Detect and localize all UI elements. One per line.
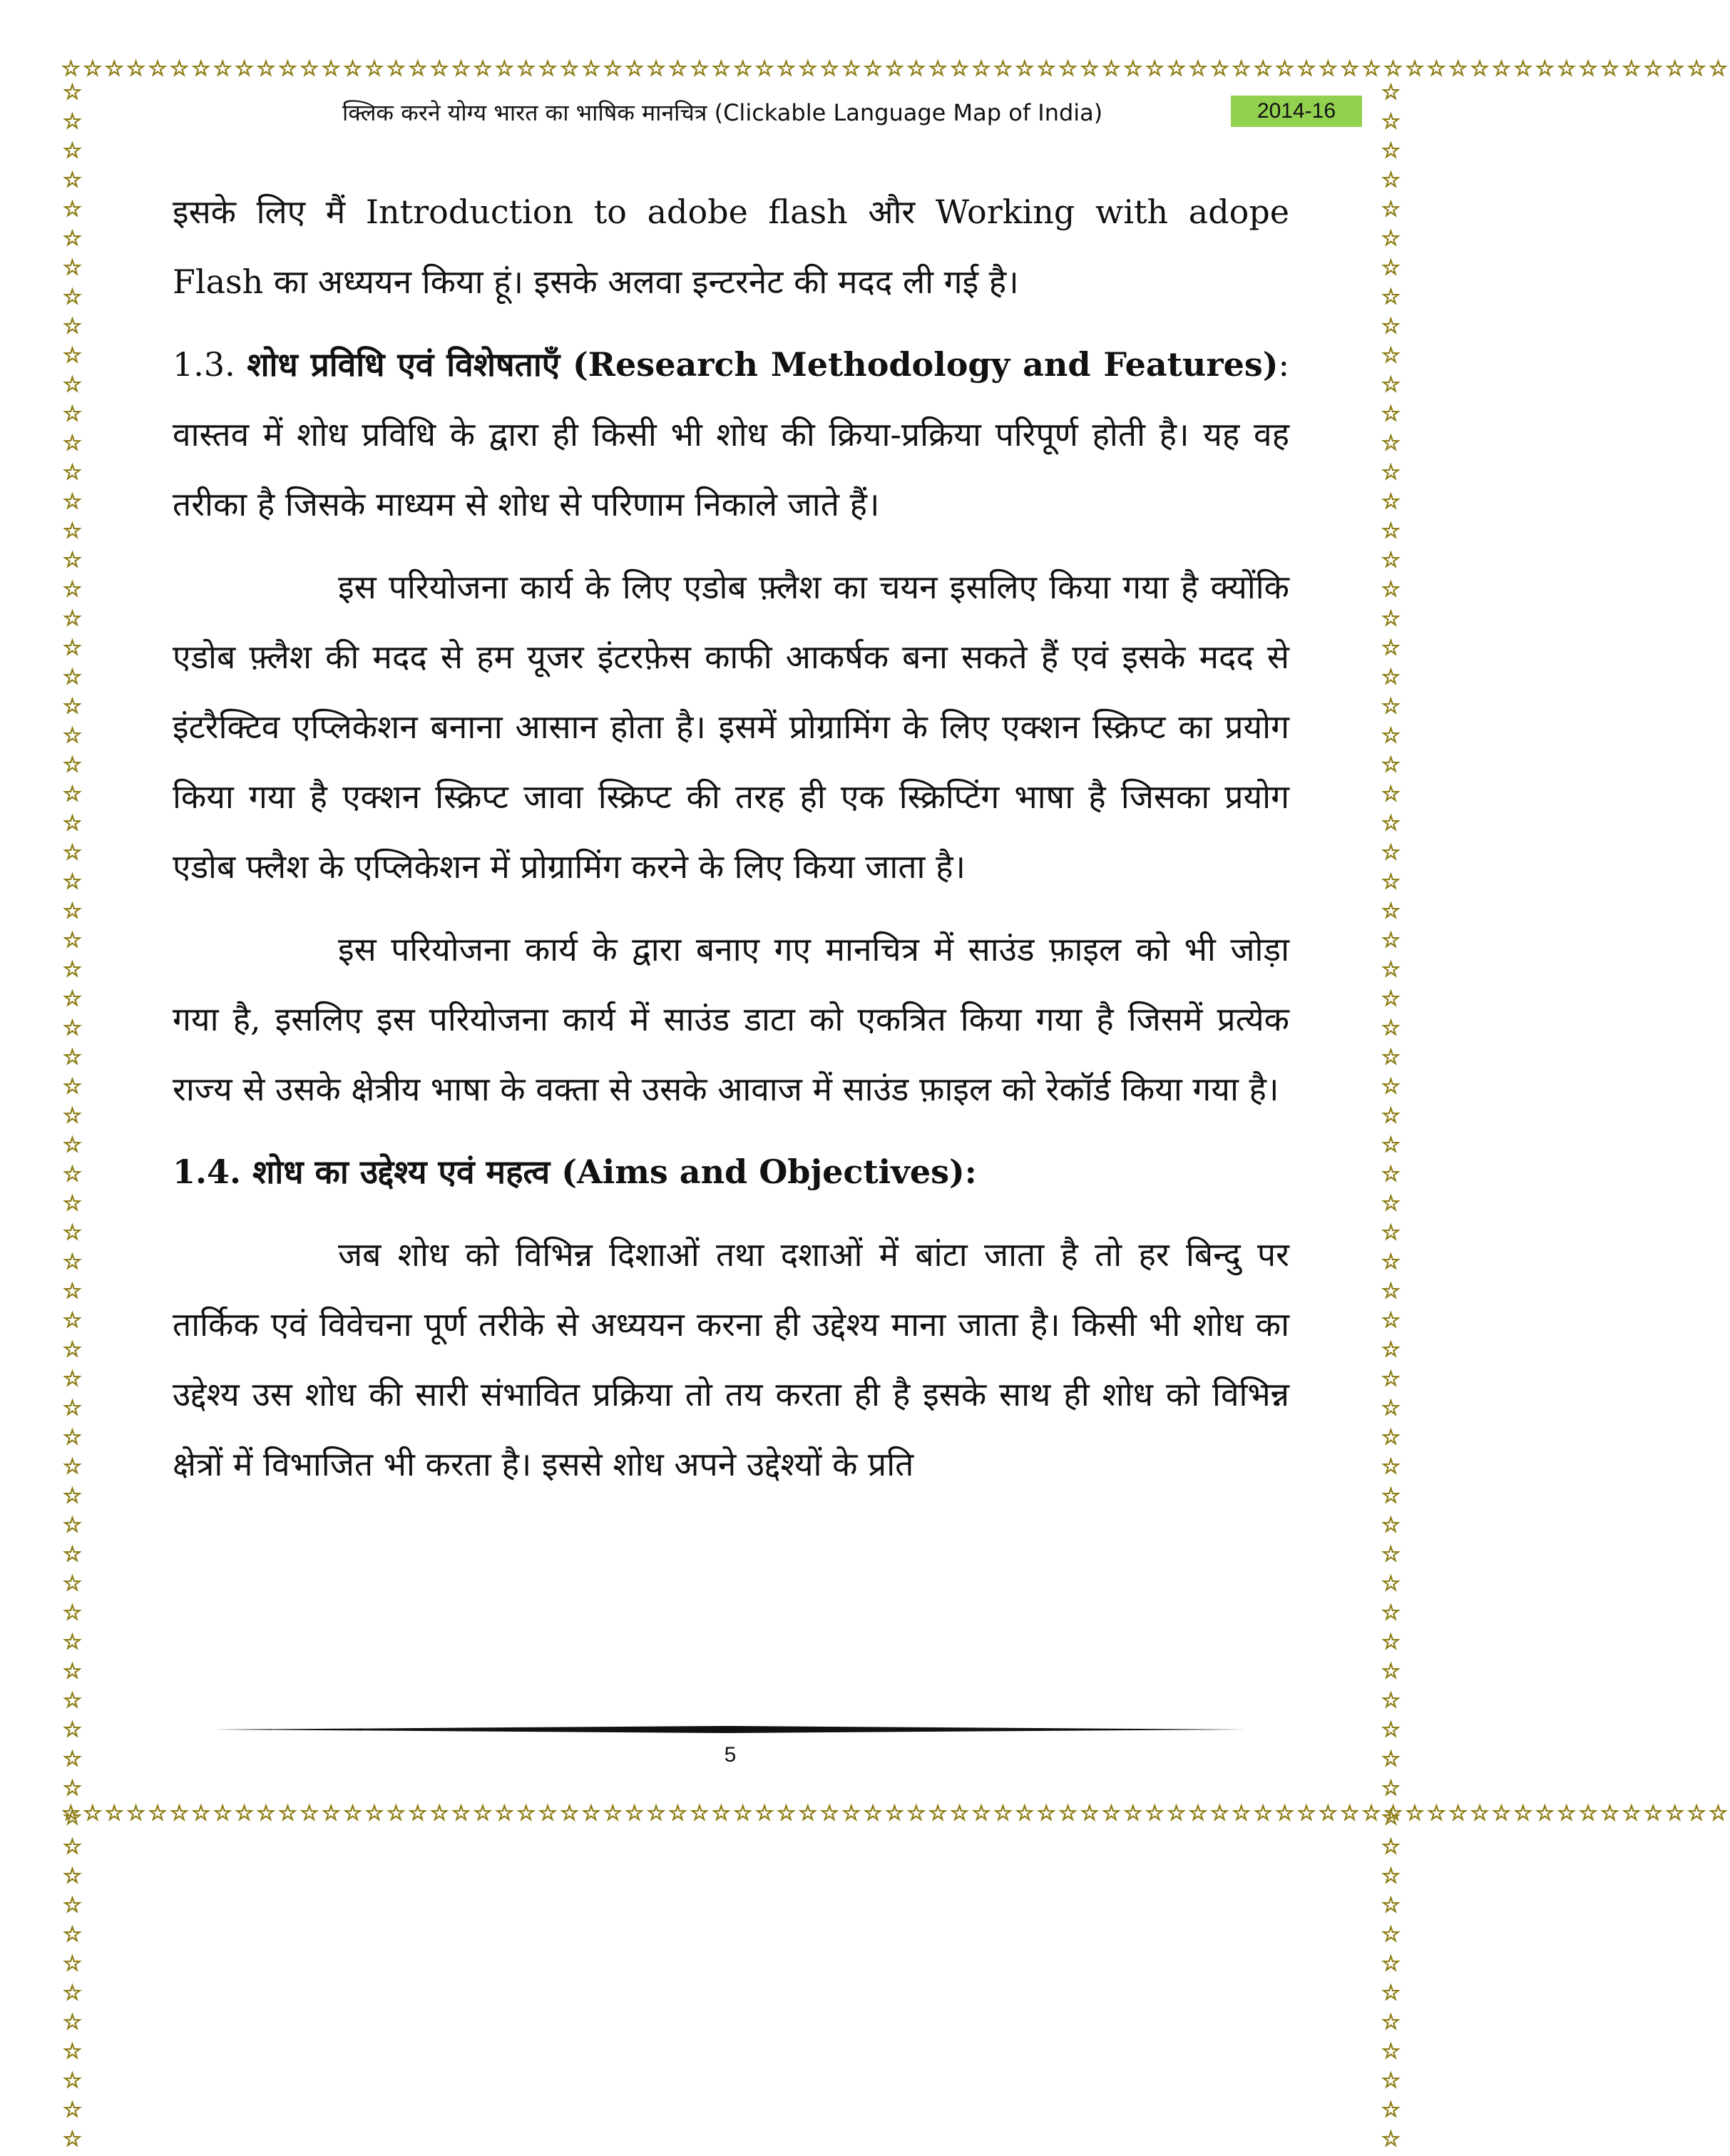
star-border-right: ☆☆☆☆☆☆☆☆☆☆☆☆☆☆☆☆☆☆☆☆☆☆☆☆☆☆☆☆☆☆☆☆☆☆☆☆☆☆☆☆☆☆☆☆☆☆☆☆☆☆☆☆☆☆☆☆☆☆☆☆☆☆☆☆☆☆☆☆☆☆☆ bbox=[1378, 80, 1403, 2156]
section-heading-1-4: 1.4. शोध का उद्देश्य एवं महत्व (Aims and Objectives): bbox=[173, 1153, 977, 1191]
running-header-title: क्लिक करने योग्य भारत का भाषिक मानचित्र (Clickable Language Map of India) bbox=[342, 99, 1103, 126]
section-1-3 bbox=[173, 329, 1289, 539]
paragraph-aims: जब शोध को विभिन्न दिशाओं तथा दशाओं में बांटा जाता है तो हर बिन्दु पर तार्किक एवं विवेचना पूर्ण तरीके से अध्ययन करना ही उद्देश्य माना जाता है। किसी भी शोध का उद्देश्य उस शोध की सारी संभावित प्रक्रिया तो तय करता ही है इसके साथ ही शोध को विभिन्न क्षेत्रों में विभाजित भी करता है। इससे शोध अपने उद्देश्यों के प्रति bbox=[173, 1235, 1289, 1483]
paragraph-intro: इसके लिए मैं Introduction to adobe flash और Working with adope Flash का अध्ययन किया हूं। इसके अलवा इन्टरनेट की मदद ली गई है। bbox=[173, 193, 1289, 301]
page-body bbox=[173, 177, 1289, 1499]
star-border-left: ☆☆☆☆☆☆☆☆☆☆☆☆☆☆☆☆☆☆☆☆☆☆☆☆☆☆☆☆☆☆☆☆☆☆☆☆☆☆☆☆☆☆☆☆☆☆☆☆☆☆☆☆☆☆☆☆☆☆☆☆☆☆☆☆☆☆☆☆☆☆☆ bbox=[60, 80, 85, 2156]
paragraph-adobe-flash: इस परियोजना कार्य के लिए एडोब फ़्लैश का चयन इसलिए किया गया है क्योंकि एडोब फ़्लैश की मदद से हम यूजर इंटरफ़ेस काफी आकर्षक बना सकते हैं एवं इसके मदद से इंटरैक्टिव एप्लिकेशन बनाना आसान होता है। इसमें प्रोग्रामिंग के लिए एक्शन स्क्रिप्ट का प्रयोग किया गया है एक्शन स्क्रिप्ट जावा स्क्रिप्ट की तरह ही एक स्क्रिप्टिंग भाषा है जिसका प्रयोग एडोब फ्लैश के एप्लिकेशन में प्रोग्रामिंग करने के लिए किया जाता है। bbox=[173, 568, 1289, 886]
star-border-top: ☆☆☆☆☆☆☆☆☆☆☆☆☆☆☆☆☆☆☆☆☆☆☆☆☆☆☆☆☆☆☆☆☆☆☆☆☆☆☆☆☆☆☆☆☆☆☆☆☆☆☆☆☆☆☆☆☆☆☆☆☆☆☆☆☆☆☆☆☆☆☆☆☆☆☆☆☆ bbox=[61, 56, 1730, 81]
footer-divider bbox=[214, 1726, 1247, 1733]
star-border-bottom: ☆☆☆☆☆☆☆☆☆☆☆☆☆☆☆☆☆☆☆☆☆☆☆☆☆☆☆☆☆☆☆☆☆☆☆☆☆☆☆☆☆☆☆☆☆☆☆☆☆☆☆☆☆☆☆☆☆☆☆☆☆☆☆☆☆☆☆☆☆☆☆☆☆☆☆☆☆ bbox=[61, 1801, 1730, 1826]
section-number: 1.3. bbox=[173, 345, 235, 384]
year-badge: 2014-16 bbox=[1231, 96, 1362, 127]
paragraph-sound-file: इस परियोजना कार्य के द्वारा बनाए गए मानचित्र में साउंड फ़ाइल को भी जोड़ा गया है, इसलिए इस परियोजना कार्य में साउंड डाटा को एकत्रित किया गया है जिसमें प्रत्येक राज्य से उसके क्षेत्रीय भाषा के वक्ता से उसके आवाज में साउंड फ़ाइल को रेकॉर्ड किया गया है। bbox=[173, 930, 1289, 1108]
section-text: : वास्तव में शोध प्रविधि के द्वारा ही किसी भी शोध की क्रिया-प्रक्रिया परिपूर्ण होती है। यह वह तरीका है जिसके माध्यम से शोध से परिणाम निकाले जाते हैं। bbox=[173, 345, 1289, 523]
page-number: 5 bbox=[724, 1743, 737, 1767]
section-heading: शोध प्रविधि एवं विशेषताएँ (Research Methodology and Features) bbox=[247, 345, 1279, 384]
